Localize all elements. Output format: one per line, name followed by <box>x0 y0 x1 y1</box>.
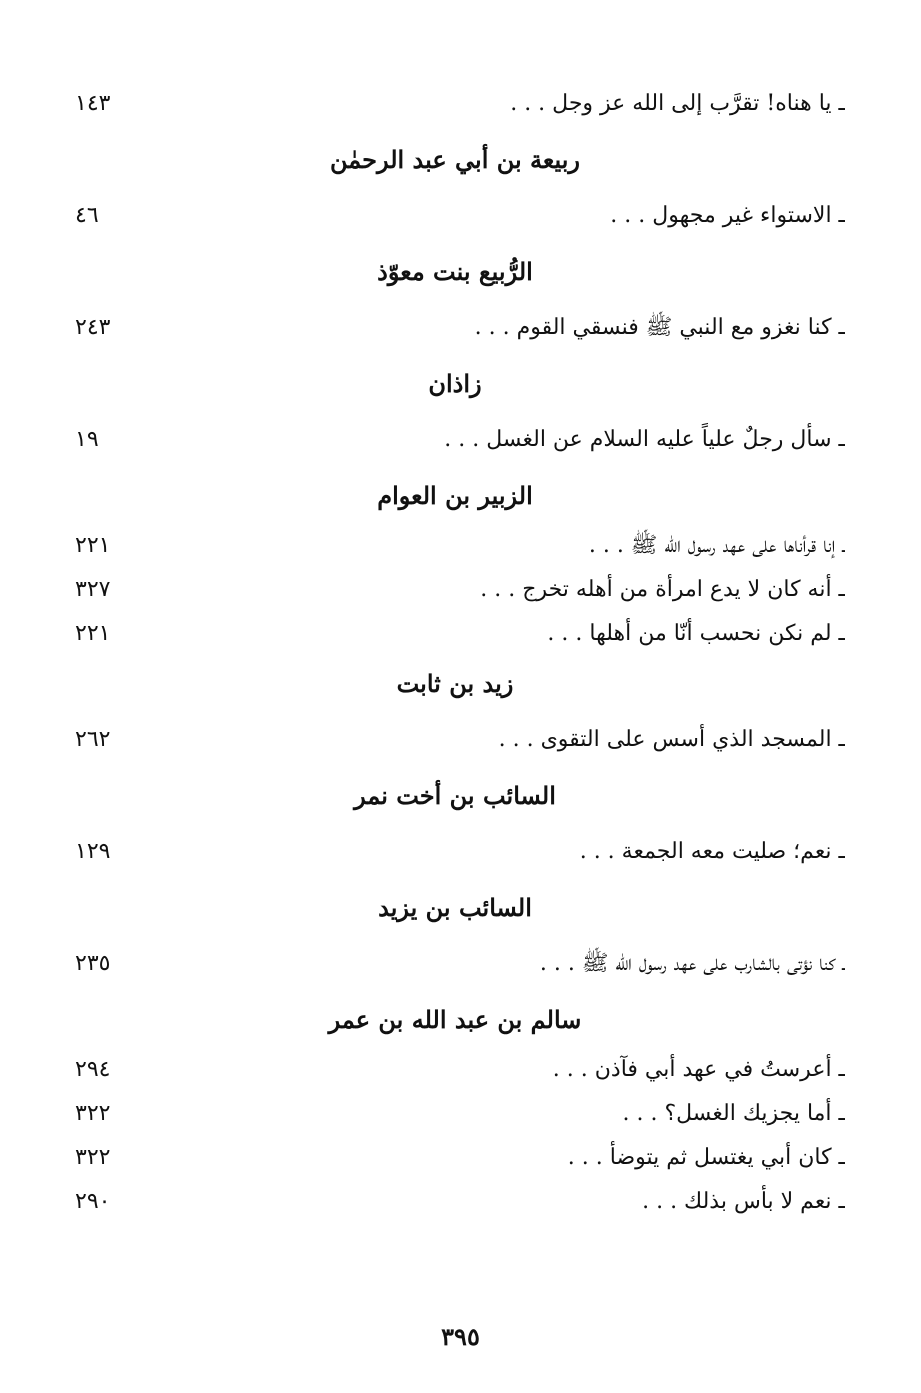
entry-page-number: ٢٦٢ <box>75 727 111 752</box>
section-heading: ربيعة بن أبي عبد الرحمٰن <box>329 145 581 174</box>
entry-text: ـ نعم؛ صليت معه الجمعة . . . <box>579 839 845 864</box>
index-entry <box>75 412 845 468</box>
entry-page-number: ٣٢٧ <box>75 577 111 602</box>
index-entry <box>75 1092 845 1136</box>
index-entry <box>75 936 845 992</box>
section-heading: السائب بن أخت نمر <box>354 781 556 810</box>
entry-page-number: ٢٩٤ <box>75 1057 111 1082</box>
entry-page-number: ٢٣٥ <box>75 951 111 976</box>
index-entry <box>75 1180 845 1224</box>
section-heading: زاذان <box>428 369 482 398</box>
entry-page-number: ١٢٩ <box>75 839 111 864</box>
index-section <box>75 356 845 468</box>
index-entry <box>75 568 845 612</box>
entry-page-number: ٢٢١ <box>75 533 111 558</box>
entry-text: ـ يا هناه! تقرَّب إلى الله عز وجل . . . <box>510 91 845 116</box>
page-number: ٣٩٥ <box>441 1322 480 1351</box>
entry-page-number: ٣٢٢ <box>75 1101 111 1126</box>
entry-page-number: ١٤٣ <box>75 91 111 116</box>
index-content <box>75 76 845 1224</box>
section-heading: الزبير بن العوام <box>377 481 533 510</box>
entry-text: ـ أما يجزيك الغسل؟ . . . <box>622 1101 845 1126</box>
entry-page-number: ٤٦ <box>75 203 99 228</box>
index-section <box>75 768 845 880</box>
entry-text: ـ أنه كان لا يدع امرأة من أهله تخرج . . . <box>480 577 845 602</box>
section-heading: سالم بن عبد الله بن عمر <box>328 1005 582 1034</box>
entry-text: ـ كنا نغزو مع النبي ﷺ فنسقي القوم . . . <box>474 315 845 340</box>
index-entry <box>75 300 845 356</box>
index-entry <box>75 1048 845 1092</box>
index-section <box>75 132 845 244</box>
index-entry <box>75 1136 845 1180</box>
index-section <box>75 880 845 992</box>
index-section <box>75 656 845 768</box>
index-section <box>75 76 845 132</box>
index-section <box>75 468 845 656</box>
index-entry <box>75 712 845 768</box>
index-section <box>75 992 845 1224</box>
entry-text: ـ كان أبي يغتسل ثم يتوضأ . . . <box>567 1145 845 1170</box>
index-entry <box>75 188 845 244</box>
entry-text: ـ الاستواء غير مجهول . . . <box>610 203 845 228</box>
entry-text: ـ لم نكن نحسب أنّا من أهلها . . . <box>547 621 845 646</box>
index-entry <box>75 76 845 132</box>
section-heading: زيد بن ثابت <box>396 669 514 698</box>
index-entry <box>75 524 845 568</box>
entry-page-number: ٣٢٢ <box>75 1145 111 1170</box>
section-heading: السائب بن يزيد <box>378 893 532 922</box>
entry-text: ـ كنا نؤتى بالشارب على عهد رسول الله ﷺ . . . <box>539 951 845 976</box>
entry-page-number: ٢٤٣ <box>75 315 111 340</box>
section-heading: الرُّبيع بنت معوّذ <box>377 257 533 286</box>
entry-text: ـ نعم لا بأس بذلك . . . <box>642 1189 845 1214</box>
entry-page-number: ٢٢١ <box>75 621 111 646</box>
index-entry <box>75 612 845 656</box>
entry-text: ـ أعرستُ في عهد أبي فآذن . . . <box>552 1057 845 1082</box>
entry-text: ـ المسجد الذي أسس على التقوى . . . <box>498 727 845 752</box>
index-entry <box>75 824 845 880</box>
entry-text: ـ سأل رجلٌ علياً عليه السلام عن الغسل . . . <box>444 427 845 452</box>
entry-page-number: ١٩ <box>75 427 99 452</box>
index-section <box>75 244 845 356</box>
entry-text: ـ إنا قرأناها على عهد رسول الله ﷺ . . . <box>588 533 845 558</box>
entry-page-number: ٢٩٠ <box>75 1189 111 1214</box>
